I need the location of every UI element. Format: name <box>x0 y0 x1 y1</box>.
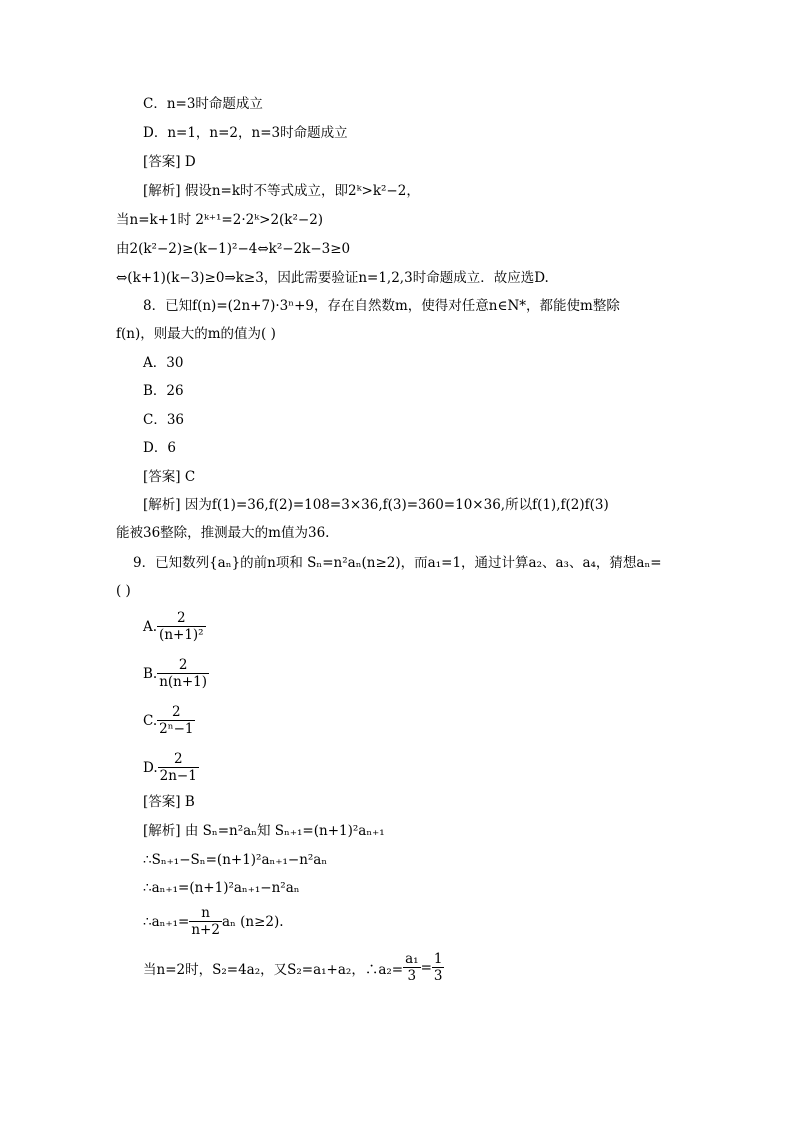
analysis-q7-line1: [解析] 假设n=k时不等式成立，即2ᵏ>k²−2， <box>143 183 420 199</box>
numerator: 2 <box>177 610 186 626</box>
denominator: 2n−1 <box>159 768 197 784</box>
analysis-q7-line2: 当n=k+1时 2ᵏ⁺¹=2·2ᵏ>2(k²−2) <box>116 212 324 228</box>
option-d-q7: D．n=1，n=2，n=3时命题成立 <box>143 125 348 141</box>
answer-q9: [答案] B <box>143 794 195 810</box>
option-label: B. <box>143 665 158 682</box>
numerator: 1 <box>433 951 443 967</box>
option-d-q9 <box>143 751 199 784</box>
numerator: 2 <box>172 704 181 720</box>
denominator: n(n+1) <box>159 674 208 690</box>
option-label: D. <box>143 759 158 776</box>
formula-suffix: aₙ (n≥2). <box>221 913 284 930</box>
analysis-q8-line1: [解析] 因为f(1)=36,f(2)=108=3×36,f(3)=360=10×36,所以f(1),f(2)f(3) <box>143 497 609 513</box>
fraction <box>157 704 195 737</box>
option-c-q8: C．36 <box>143 412 185 428</box>
analysis-q9-line5 <box>143 951 444 984</box>
question-9-stem: 9．已知数列{aₙ}的前n项和 Sₙ=n²aₙ(n≥2)，而a₁=1，通过计算a₂、a₃、a₄，猜想aₙ= <box>133 555 662 571</box>
option-d-q8: D．6 <box>143 440 176 456</box>
denominator: n+2 <box>191 922 220 938</box>
option-a-q8: A．30 <box>143 355 184 371</box>
fraction <box>432 951 445 984</box>
option-b-q9 <box>143 657 209 690</box>
fraction <box>158 751 199 784</box>
analysis-q9-line2: ∴Sₙ₊₁−Sₙ=(n+1)²aₙ₊₁−n²aₙ <box>143 852 328 868</box>
numerator: 2 <box>173 751 183 767</box>
denominator: 2ⁿ−1 <box>159 721 194 737</box>
numerator: n <box>201 905 210 921</box>
denominator: 3 <box>403 967 420 984</box>
analysis-q9-line1: [解析] 由 Sₙ=n²aₙ知 Sₙ₊₁=(n+1)²aₙ₊₁ <box>143 823 385 839</box>
question-9-stem-cont: ( ) <box>116 583 131 599</box>
question-8-stem: 8．已知f(n)=(2n+7)·3ⁿ+9，存在自然数m，使得对任意n∈N*，都能使m整除 <box>143 298 620 314</box>
option-c-q9 <box>143 704 195 737</box>
fraction <box>403 951 420 984</box>
formula-prefix: ∴aₙ₊₁= <box>143 913 190 930</box>
question-8-stem-cont: f(n)，则最大的m的值为( ) <box>116 326 276 342</box>
analysis-q7-line4: ⇔(k+1)(k−3)≥0⇒k≥3，因此需要验证n=1,2,3时命题成立．故应选D. <box>116 270 549 286</box>
denominator: (n+1)² <box>159 627 204 643</box>
numerator: a₁ <box>405 951 419 967</box>
numerator: 2 <box>178 657 188 673</box>
answer-q8: [答案] C <box>143 469 196 485</box>
equals-sign: = <box>420 959 432 976</box>
denominator: 3 <box>433 968 443 984</box>
fraction <box>157 610 206 643</box>
analysis-q9-line3: ∴aₙ₊₁=(n+1)²aₙ₊₁−n²aₙ <box>143 880 300 896</box>
fraction <box>189 905 222 938</box>
analysis-q9-line4 <box>143 905 284 938</box>
answer-q7: [答案] D <box>143 154 196 170</box>
option-c-q7: C．n=3时命题成立 <box>143 96 263 112</box>
option-b-q8: B．26 <box>143 383 184 399</box>
formula-text: 当n=2时，S₂=4a₂，又S₂=a₁+a₂，∴a₂= <box>143 961 404 978</box>
analysis-q7-line3: 由2(k²−2)≥(k−1)²−4⇔k²−2k−3≥0 <box>116 241 351 257</box>
option-a-q9 <box>143 610 206 643</box>
fraction <box>157 657 209 690</box>
analysis-q8-line2: 能被36整除，推测最大的m值为36. <box>116 525 330 541</box>
option-label: A. <box>143 618 158 635</box>
option-label: C. <box>143 712 158 729</box>
